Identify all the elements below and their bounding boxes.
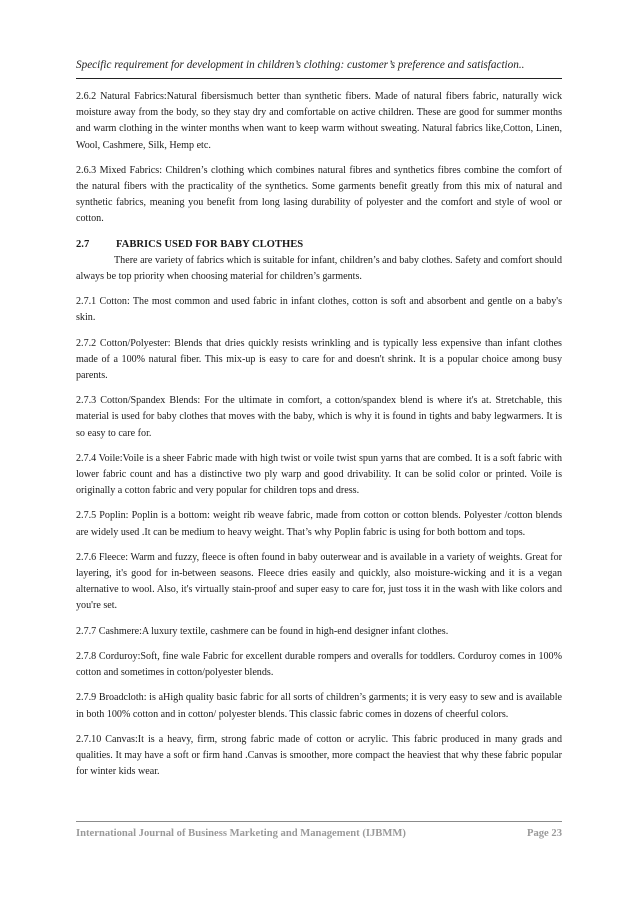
paragraph-2-7-6: 2.7.6 Fleece: Warm and fuzzy, fleece is often found in baby outerwear and is available in a variety of weights. Great for layering, it's good for in-between seasons. Fleece dries easily and quickly, also moisture-wicking and it is a vegan alternative to wool. Also, it's virtually stain-proof and super easy to care for, just toss it in the wash with like colors and you're set.: [76, 551, 562, 612]
header-rule: [76, 78, 562, 79]
paragraph-2-7-5: 2.7.5 Poplin: Poplin is a bottom: weight rib weave fabric, made from cotton or cotton blends. Polyester /cotton blends are widely used .It can be medium to heavy weight. That’s why Poplin fabric is using for both bottom and tops.: [76, 510, 562, 538]
section-intro: There are variety of fabrics which is suitable for infant, children’s and baby clothes. Safety and comfort should always be top priority when choosing material for children’s garments.: [76, 254, 562, 283]
paragraph-2-7-7: 2.7.7 Cashmere:A luxury textile, cashmere can be found in high-end designer infant clothes.: [76, 625, 449, 637]
section-title: FABRICS USED FOR BABY CLOTHES: [116, 238, 304, 250]
footer-journal-title: International Journal of Business Marketing and Management (IJBMM): [76, 828, 406, 839]
paragraph-2-6-3: 2.6.3 Mixed Fabrics: Children’s clothing which combines natural fibres and synthetics fibres combine the comfort of the natural fibers with the practicality of the synthetics. Some garments benefit greatly from this mix of natural and synthetic fabrics, meaning you benefit from long lasing durability of polyester and the comfort and style of wool or cotton.: [76, 164, 562, 225]
paragraph-2-7-9: 2.7.9 Broadcloth: is aHigh quality basic fabric for all sorts of children’s garments; it is very easy to sew and is available in both 100% cotton and in cotton/ polyester blends. This classic fabric comes in dozens of cheerful colors.: [76, 692, 562, 720]
section-number: 2.7: [76, 238, 90, 250]
paragraph-2-7-2: 2.7.2 Cotton/Polyester: Blends that dries quickly resists wrinkling and is typically less expensive than infant clothes made of a 100% natural fiber. This mix-up is easy to care for and doesn't shrink. It is a popular choice among busy parents.: [76, 337, 562, 382]
paragraph-2-7-3: 2.7.3 Cotton/Spandex Blends: For the ultimate in comfort, a cotton/spandex blend is where it's at. Stretchable, this material is used for baby clothes that moves with the baby, which is why it is found in tights and baby legwarmers. It is so easy to care for.: [76, 395, 562, 439]
paragraph-2-7-10: 2.7.10 Canvas:It is a heavy, firm, strong fabric made of cotton or acrylic. This fabric produced in many grads and qualities. It may have a soft or firm hand .Canvas is smoother, more compact the heaviest that why these fabric popular for winter kids wear.: [76, 733, 562, 778]
page-number: Page 23: [526, 828, 562, 839]
paragraph-2-6-2: 2.6.2 Natural Fabrics:Natural fibersismuch better than synthetic fibers. Made of natural fibers fabric, naturally wick moisture away from the body, so they stay dry and comfortable on active children. These are good for summer months and warm clothing in the winter months when want to keep warm without sweating. Natural fabrics like,Cotton, Linen, Wool, Cashmere, Silk, Hemp etc.: [76, 91, 562, 151]
running-header: Specific requirement for development in children’s clothing: customer’s preference and satisfaction..: [76, 59, 525, 71]
paragraph-2-7-4: 2.7.4 Voile:Voile is a sheer Fabric made with high twist or voile twist spun yarns that are combed. It is a soft fabric with lower fabric count and has a distinctive two ply warp and good drivability. It can be solid color or printed. Voile is originally a cotton fabric and very popular for children tops and dress.: [76, 452, 562, 497]
page-body: [76, 89, 562, 789]
footer-rule: [76, 821, 562, 822]
section-heading: [76, 237, 562, 253]
paragraph-2-7-8: 2.7.8 Corduroy:Soft, fine wale Fabric for excellent durable rompers and overalls for toddlers. Corduroy comes in 100% cotton and sometimes in cotton/polyester blends.: [76, 650, 562, 679]
paragraph-2-7-1: 2.7.1 Cotton: The most common and used fabric in infant clothes, cotton is soft and absorbent and gentle on a baby's skin.: [76, 296, 562, 324]
